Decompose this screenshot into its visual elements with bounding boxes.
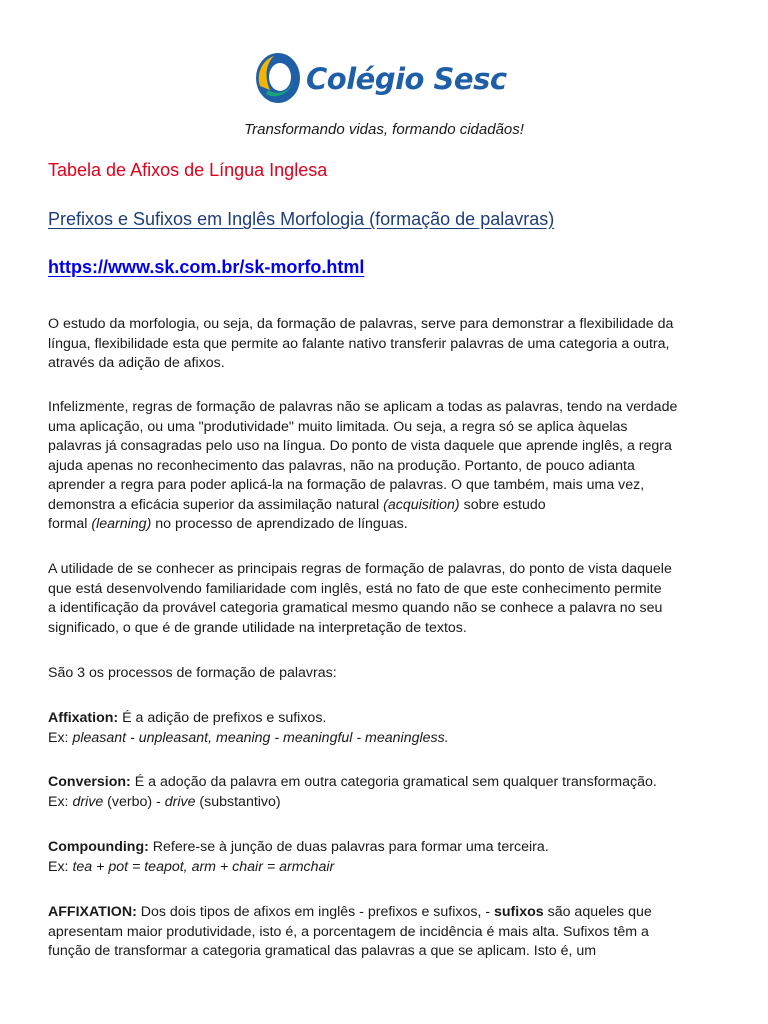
example-word: drive [72, 793, 104, 810]
text-line: através da adição de afixos. [48, 355, 225, 371]
source-link[interactable]: https://www.sk.com.br/sk-morfo.html [48, 257, 365, 277]
colegio-sesc-logo [252, 50, 507, 110]
text-run: Refere-se à junção de duas palavras para formar uma terceira. [148, 839, 549, 855]
page-title: Tabela de Afixos de Língua Inglesa [48, 160, 328, 180]
term-label: Conversion: [48, 774, 131, 790]
text-line: Infelizmente, regras de formação de palavras não se aplicam a todas as palavras, tendo na verdade [48, 399, 678, 415]
paragraph-processos [48, 664, 738, 684]
paragraph-compounding [48, 838, 738, 877]
example-line [48, 858, 738, 878]
text-line: São 3 os processos de formação de palavras: [48, 665, 337, 681]
term-label: Compounding: [48, 839, 149, 855]
text-line [48, 838, 738, 858]
bold-term: sufixos [494, 904, 544, 920]
text-line: palavras já consagradas pelo uso na língua. Do ponto de vista daquele que aprende inglês, a regra [48, 438, 672, 454]
term-label: AFFIXATION: [48, 904, 137, 920]
text-run: Ex: [48, 729, 73, 746]
text-run: É a adição de prefixos e sufixos. [118, 710, 327, 726]
text-line: a identificação da provável categoria gramatical mesmo quando não se conhece a palavra no seu [48, 600, 663, 616]
text-run: são aqueles que [543, 904, 652, 920]
paragraph-conversion [48, 773, 738, 812]
text-run: (verbo) - [103, 793, 165, 810]
example-line [48, 793, 738, 813]
text-run: formal [48, 516, 92, 532]
term-label: Affixation: [48, 710, 119, 726]
paragraph-affixation-caps [48, 903, 738, 962]
paragraph-morfologia [48, 315, 738, 374]
italic-term: (learning) [91, 516, 152, 532]
text-line [48, 515, 738, 535]
tagline: Transformando vidas, formando cidadãos! [244, 121, 524, 138]
text-line [48, 496, 738, 516]
text-line: ajuda apenas no reconhecimento das palavras, não na produção. Portanto, de pouco adianta [48, 457, 635, 474]
text-run: É a adoção da palavra em outra categoria gramatical sem qualquer transformação. [130, 774, 657, 790]
example-word: drive [164, 793, 196, 810]
text-run: demonstra a eficácia superior da assimilação natural [48, 496, 384, 513]
text-line: O estudo da morfologia, ou seja, da formação de palavras, serve para demonstrar a flexibilidade da [48, 316, 674, 332]
text-line: aprender a regra para poder aplicá-la na formação de palavras. O que também, mais uma vez, [48, 477, 645, 493]
text-line [48, 903, 738, 923]
text-line [48, 773, 738, 793]
text-line: A utilidade de se conhecer as principais regras de formação de palavras, do ponto de vista daquele [48, 561, 672, 577]
sesc-emblem-icon [252, 50, 304, 106]
text-line: que está desenvolvendo familiaridade com inglês, está no fato de que este conhecimento permite [48, 580, 662, 597]
text-run: Dos dois tipos de afixos em inglês - prefixos e sufixos, - [136, 904, 494, 920]
text-run: sobre estudo [459, 496, 546, 513]
text-run: (substantivo) [195, 793, 281, 810]
text-line: apresentam maior produtividade, isto é, a porcentagem de incidência é mais alta. Sufixos têm a [48, 923, 649, 940]
paragraph-affixation [48, 709, 738, 748]
logo-text: Colégio Sesc [306, 62, 507, 96]
example-text: pleasant - unpleasant, meaning - meaningful - meaningless. [72, 729, 449, 746]
paragraph-infelizmente [48, 398, 738, 535]
text-run: no processo de aprendizado de línguas. [151, 516, 408, 532]
italic-term: (acquisition) [383, 496, 460, 513]
text-line: uma aplicação, ou uma "produtividade" muito limitada. Ou seja, a regra só se aplica àquelas [48, 418, 628, 435]
text-line: função de transformar a categoria gramatical das palavras a que se aplicam. Isto é, um [48, 943, 597, 959]
text-line: significado, o que é de grande utilidade na interpretação de textos. [48, 619, 467, 636]
example-line [48, 729, 738, 749]
text-run: Ex: [48, 793, 73, 810]
subtitle-heading: Prefixos e Sufixos em Inglês Morfologia (formação de palavras) [48, 209, 555, 229]
example-text: tea + pot = teapot, arm + chair = armchair [72, 858, 335, 875]
paragraph-utilidade [48, 560, 738, 638]
text-line: língua, flexibilidade esta que permite ao falante nativo transferir palavras de uma categoria a outra, [48, 335, 670, 352]
text-run: Ex: [48, 858, 73, 875]
text-line [48, 709, 738, 729]
